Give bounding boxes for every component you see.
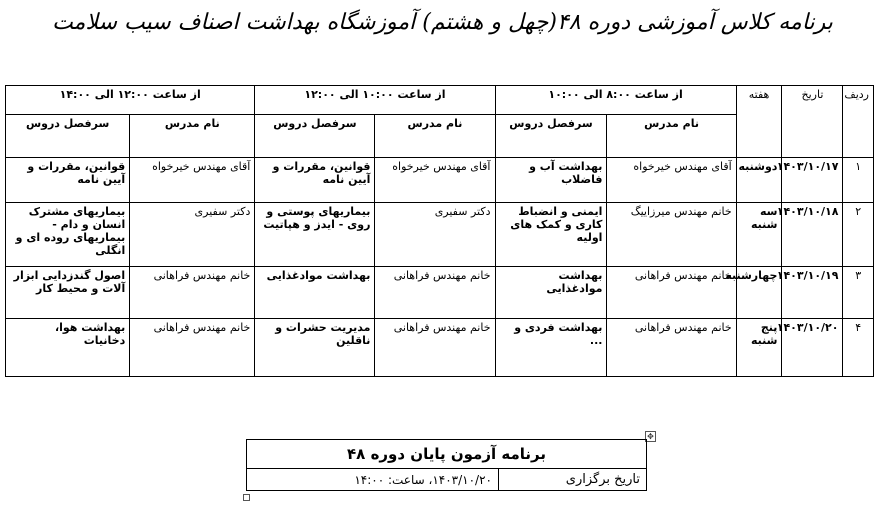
exam-date-value: ۱۴۰۳/۱۰/۲۰، ساعت: ۱۴:۰۰ <box>247 469 499 491</box>
row-day: پنج شنبه <box>736 319 782 377</box>
table-row <box>6 158 874 203</box>
table-row <box>6 203 874 267</box>
topic-cell: اصول گندزدایی ابزار آلات و محیط کار <box>6 267 130 319</box>
page-title: برنامه کلاس آموزشی دوره ۴۸(چهل و هشتم) آموزشگاه بهداشت اصناف سیب سلامت <box>52 10 833 35</box>
teacher-cell: دکتر سفیری <box>375 203 495 267</box>
header-topic-1: سرفصل دروس <box>495 115 607 158</box>
row-day: دوشنبه <box>736 158 782 203</box>
teacher-cell: خانم مهندس فراهانی <box>130 267 255 319</box>
teacher-cell: آقای مهندس خیرخواه <box>130 158 255 203</box>
row-number: ۳ <box>843 267 874 319</box>
header-teacher-2: نام مدرس <box>375 115 495 158</box>
header-topic-3: سرفصل دروس <box>6 115 130 158</box>
topic-cell: بیماریهای پوستی و روی - ایدز و هپاتیت <box>255 203 375 267</box>
teacher-cell: خانم مهندس فراهانی <box>375 319 495 377</box>
teacher-cell: خانم مهندس میرزاییگ <box>607 203 736 267</box>
schedule-table <box>5 85 874 377</box>
header-slot-3: از ساعت ۱۲:۰۰ الی ۱۴:۰۰ <box>6 86 255 115</box>
topic-cell: بهداشت فردی و ... <box>495 319 607 377</box>
teacher-cell: خانم مهندس فراهانی <box>607 319 736 377</box>
row-date: ۱۴۰۳/۱۰/۱۹ <box>782 267 843 319</box>
row-number: ۱ <box>843 158 874 203</box>
header-teacher-3: نام مدرس <box>130 115 255 158</box>
topic-cell: بهداشت آب و فاضلاب <box>495 158 607 203</box>
table-move-handle-icon[interactable]: ✥ <box>645 431 656 442</box>
table-row <box>6 319 874 377</box>
teacher-cell: خانم مهندس فراهانی <box>130 319 255 377</box>
topic-cell: بهداشت هوا، دخانیات <box>6 319 130 377</box>
exam-date-label: تاریخ برگزاری <box>499 469 647 491</box>
exam-table <box>246 439 647 491</box>
table-resize-handle[interactable] <box>243 494 250 501</box>
exam-title: برنامه آزمون پایان دوره ۴۸ <box>247 440 647 469</box>
topic-cell: بیماریهای مشترک انسان و دام - بیماریهای روده ای و انگلی <box>6 203 130 267</box>
topic-cell: مدیریت حشرات و ناقلین <box>255 319 375 377</box>
header-row-1 <box>6 86 874 115</box>
teacher-cell: آقای مهندس خیرخواه <box>607 158 736 203</box>
teacher-cell: آقای مهندس خیرخواه <box>375 158 495 203</box>
table-row <box>6 267 874 319</box>
header-week: هفته <box>736 86 782 158</box>
teacher-cell: خانم مهندس فراهانی <box>375 267 495 319</box>
row-day: سه شنبه <box>736 203 782 267</box>
header-date: تاریخ <box>782 86 843 158</box>
header-teacher-1: نام مدرس <box>607 115 736 158</box>
header-slot-1: از ساعت ۸:۰۰ الی ۱۰:۰۰ <box>495 86 736 115</box>
row-number: ۲ <box>843 203 874 267</box>
topic-cell: بهداشت موادغذایی <box>255 267 375 319</box>
teacher-cell: خانم مهندس فراهانی <box>607 267 736 319</box>
topic-cell: قوانین، مقررات و آیین نامه <box>255 158 375 203</box>
header-topic-2: سرفصل دروس <box>255 115 375 158</box>
topic-cell: قوانین، مقررات و آیین نامه <box>6 158 130 203</box>
row-number: ۴ <box>843 319 874 377</box>
teacher-cell: دکتر سفیری <box>130 203 255 267</box>
header-slot-2: از ساعت ۱۰:۰۰ الی ۱۲:۰۰ <box>255 86 495 115</box>
row-date: ۱۴۰۳/۱۰/۲۰ <box>782 319 843 377</box>
topic-cell: بهداشت موادغذایی <box>495 267 607 319</box>
row-date: ۱۴۰۳/۱۰/۱۸ <box>782 203 843 267</box>
row-date: ۱۴۰۳/۱۰/۱۷ <box>782 158 843 203</box>
header-row-num: ردیف <box>843 86 874 158</box>
row-day: چهارشنبه <box>736 267 782 319</box>
topic-cell: ایمنی و انضباط کاری و کمک های اولیه <box>495 203 607 267</box>
